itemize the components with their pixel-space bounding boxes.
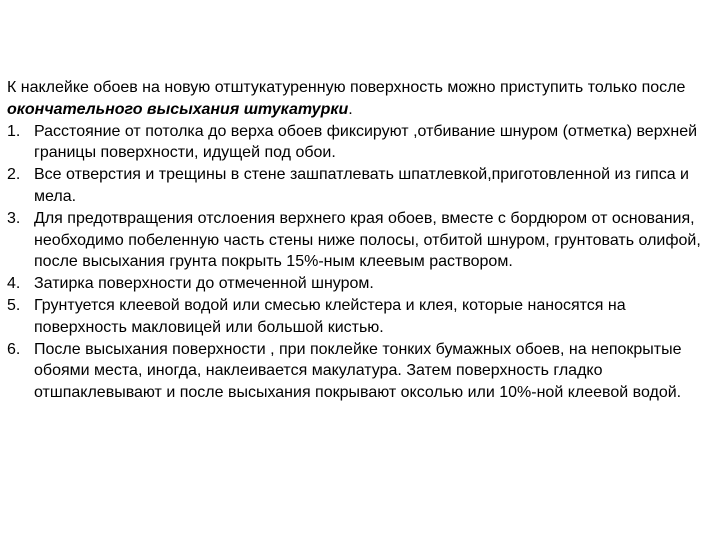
- steps-list: [7, 121, 713, 404]
- list-item-number: 6.: [7, 340, 21, 358]
- list-item-number: 3.: [7, 209, 21, 227]
- list-item-text: Затирка поверхности до отмеченной шнуром.: [34, 275, 374, 293]
- list-item-text: После высыхания поверхности , при поклейке тонких бумажных обоев, на непокрытые обоями места, иногда, наклеивается макулатура. Затем поверхность гладко отшпаклевывают и после высыхания покрывают оксолью или 10%-ной клеевой водой.: [34, 340, 682, 402]
- list-item-number: 2.: [7, 166, 21, 184]
- list-item-number: 1.: [7, 122, 21, 140]
- intro-paragraph: [7, 77, 713, 121]
- list-item-number: 5.: [7, 296, 21, 314]
- list-item: [7, 295, 713, 339]
- intro-period: .: [348, 100, 353, 118]
- intro-text: К наклейке обоев на новую отштукатуренную поверхность можно приступить только после: [7, 79, 686, 96]
- list-item-text: Все отверстия и трещины в стене зашпатлевать шпатлевкой,приготовленной из гипса и мела.: [34, 166, 689, 205]
- list-item: [7, 164, 713, 208]
- list-item: [7, 208, 713, 273]
- list-item-text: Расстояние от потолка до верха обоев фиксируют ,отбивание шнуром (отметка) верхней границы поверхности, идущей под обои.: [34, 122, 698, 162]
- slide-text-body: [7, 77, 713, 404]
- intro-emphasis: окончательного высыхания штукатурки: [7, 100, 349, 118]
- list-item-text: Для предотвращения отслоения верхнего края обоев, вместе с бордюром от основания, необходимо побеленную часть стены ниже полосы, отбитой шнуром, грунтовать олифой, после высыхания грунта покрыть 15%-ным клеевым раствором.: [34, 209, 701, 271]
- list-item-text: Грунтуется клеевой водой или смесью клейстера и клея, которые наносятся на поверхность макловицей или большой кистью.: [34, 296, 626, 336]
- list-item-number: 4.: [7, 275, 21, 293]
- list-item: [7, 273, 713, 295]
- list-item: [7, 121, 713, 165]
- list-item: [7, 339, 713, 404]
